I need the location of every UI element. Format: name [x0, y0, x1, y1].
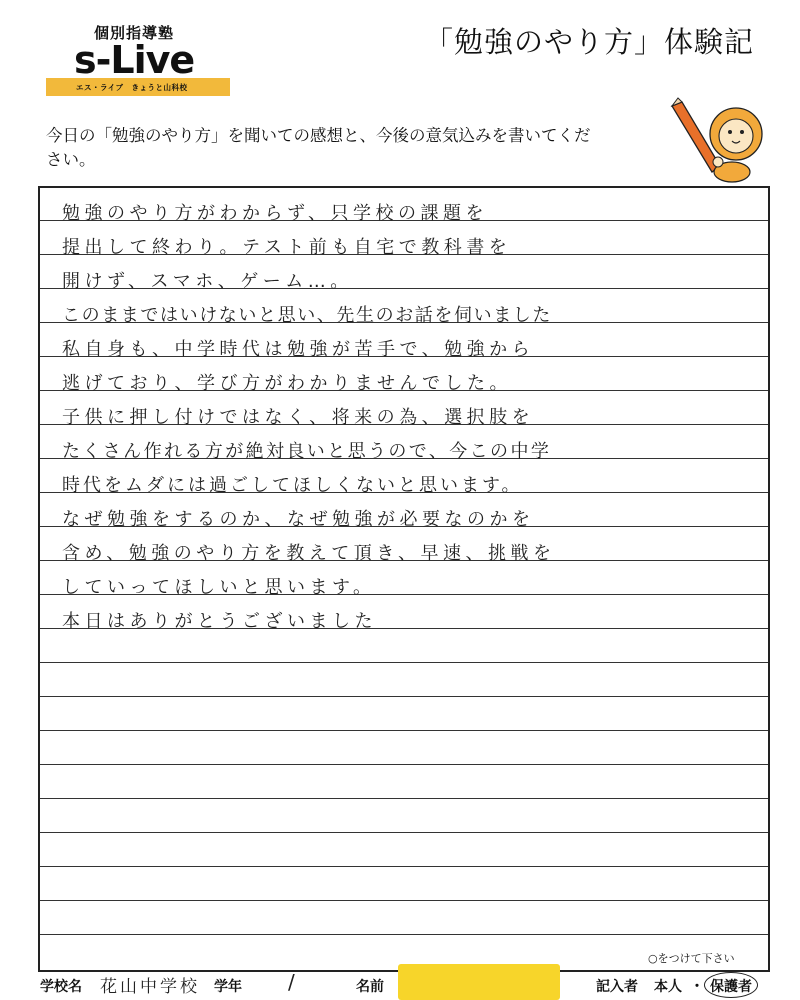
- grade-label: 学年: [214, 979, 242, 995]
- writer-separator: ・: [690, 979, 704, 995]
- ruled-line: [40, 832, 768, 833]
- ruled-line: [40, 934, 768, 935]
- writer-label: 記入者: [596, 979, 638, 995]
- essay-line: 子供に押し付けではなく、将来の為、選択肢を: [62, 407, 535, 428]
- essay-line: 開けず、スマホ、ゲーム…。: [62, 271, 353, 292]
- ruled-line: [40, 900, 768, 901]
- ruled-line: [40, 764, 768, 765]
- school-label: 学校名: [40, 979, 82, 995]
- lion-with-pencil-icon: [668, 96, 768, 186]
- essay-line: 含め、勉強のやり方を教えて頂き、早速、挑戦を: [62, 543, 556, 564]
- essay-line: たくさん作れる方が絶対良いと思うので、今この中学: [62, 441, 552, 462]
- logo-subtitle: エス・ライブ きょうと山科校: [76, 83, 188, 92]
- grade-value: /: [288, 970, 298, 994]
- essay-line: このままではいけないと思い、先生のお話を伺いました: [62, 305, 552, 326]
- ruled-line: [40, 696, 768, 697]
- logo: [46, 22, 230, 100]
- essay-line: 本日はありがとうございました: [62, 611, 377, 632]
- name-redaction: [398, 964, 560, 1000]
- logo-tagline: 個別指導塾: [94, 24, 175, 42]
- instructions-text: 今日の「勉強のやり方」を聞いての感想と、今後の意気込みを書いてください。: [46, 126, 591, 169]
- essay-line: 提出して終わり。テスト前も自宅で教科書を: [62, 237, 512, 258]
- writer-guardian-option: 保護者: [710, 979, 752, 995]
- ruled-line: [40, 798, 768, 799]
- school-value: 花山中学校: [100, 977, 200, 997]
- selection-circle: [704, 972, 758, 998]
- circle-instruction: ○をつけて下さい: [648, 952, 735, 965]
- essay-line: なぜ勉強をするのか、なぜ勉強が必要なのかを: [62, 509, 535, 530]
- essay-line: していってほしいと思います。: [62, 577, 376, 598]
- essay-line: 逃げており、学び方がわかりませんでした。: [62, 373, 512, 394]
- writer-self-option: 本人: [654, 979, 682, 995]
- essay-line: 勉強のやり方がわからず、只学校の課題を: [62, 203, 489, 224]
- ruled-line: [40, 730, 768, 731]
- ruled-line: [40, 662, 768, 663]
- page-title: 「勉強のやり方」体験記: [424, 25, 755, 59]
- essay-line: 時代をムダには過ごしてほしくないと思います。: [62, 475, 523, 496]
- essay-line: 私自身も、中学時代は勉強が苦手で、勉強から: [62, 339, 535, 360]
- name-label: 名前: [356, 979, 384, 995]
- logo-wordmark: s-Live: [74, 38, 195, 82]
- ruled-line: [40, 866, 768, 867]
